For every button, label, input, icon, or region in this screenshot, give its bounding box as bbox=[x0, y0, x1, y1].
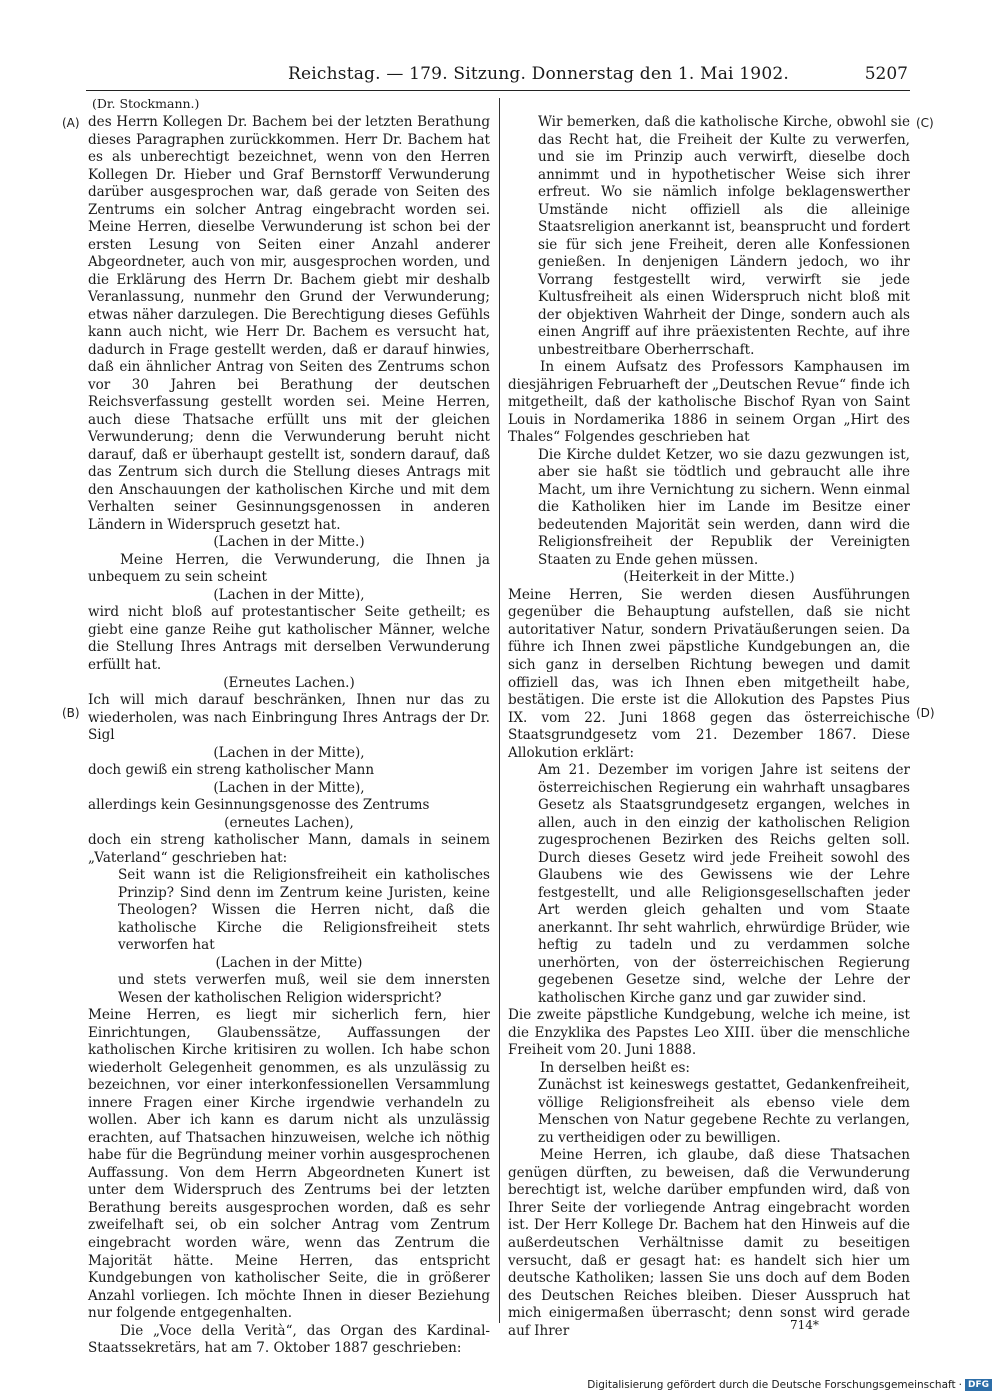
paragraph: In derselben heißt es: bbox=[540, 1059, 690, 1076]
page-header bbox=[88, 64, 908, 88]
footer-text: Digitalisierung gefördert durch die Deutsche Forschungsgemeinschaft bbox=[587, 1379, 956, 1391]
paragraph: Meine Herren, ich glaube, daß diese Thatsachen genügen dürften, zu beweisen, daß die Verwunderung berechtigt ist, welche darüber empfunden wird, daß von Ihrer Seite der vorliegende Antrag eingebracht worden ist. Der Herr Kollege Dr. Bachem hat den Hinweis auf die außerdeutschen Verhältnisse damit zu beseitigen versucht, daß er gesagt hat: es handelt sich hier um deutsche Katholiken; lassen Sie uns doch auf dem Boden des Deutschen Reiches bleiben. Dieser Ausspruch hat mich einigermaßen überrascht; denn sonst wird gerade auf Ihrer bbox=[508, 1147, 910, 1339]
paragraph: Meine Herren, es liegt mir sicherlich fern, hier Einrichtungen, Glaubenssätze, Auffassungen der katholischen Kirche kritisiren zu wollen. Ich habe schon wiederholt Gelegenheit genommen, es als unzulässig zu bezeichnen, vor einer interkonfessionellen Versammlung innere Fragen einer Kirche irgendwie verhandeln zu wollen. Aber ich kann es darum nicht als unzulässig erachten, auf Thatsachen hinzuweisen, welche ich nöthig habe für die Begründung meiner vorhin ausgesprochenen Auffassung. Von dem Herrn Abgeordneten Kunert ist unter dem Widerspruch des Zentrums bei der letzten Berathung bereits ausgesprochen worden, daß es sehr zweifelhaft sei, ob ein solcher Antrag vom Zentrum eingebracht worden wäre, wenn das Zentrum die Majorität hätte. Meine Herren, das entspricht Kundgebungen von katholischer Seite, die in größerer Anzahl vorliegen. Ich möchte Ihnen in dieser Beziehung nur folgende entgegenhalten. bbox=[88, 1007, 490, 1322]
paragraph: Meine Herren, die Verwunderung, die Ihnen ja unbequem zu sein scheint bbox=[88, 551, 490, 586]
margin-mark-d: (D) bbox=[916, 706, 935, 720]
footer-credit bbox=[587, 1379, 992, 1391]
interjection: (Lachen in der Mitte), bbox=[213, 779, 365, 796]
page-number: 5207 bbox=[864, 64, 908, 84]
paragraph: allerdings kein Gesinnungsgenosse des Zentrums bbox=[88, 797, 430, 814]
interjection: (Lachen in der Mitte.) bbox=[213, 534, 365, 551]
dfg-logo-icon: DFG bbox=[965, 1379, 992, 1391]
margin-mark-b: (B) bbox=[62, 706, 80, 720]
paragraph: wird nicht bloß auf protestantischer Seite getheilt; es giebt eine ganze Reihe gut katholischer Männer, welche die Stellung Ihres Antrags mit derselben Verwunderung erfüllt hat. bbox=[88, 604, 490, 673]
interjection: (Heiterkeit in der Mitte.) bbox=[623, 569, 795, 586]
interjection: (Lachen in der Mitte), bbox=[213, 744, 365, 761]
interjection: (erneutes Lachen), bbox=[224, 814, 354, 831]
paragraph: In einem Aufsatz des Professors Kamphausen im diesjährigen Februarheft der „Deutschen Revue“ finde ich mitgetheilt, daß der katholische Bischof Ryan von Saint Louis in Nordamerika 1886 in seinem Organ „Hirt des Thales“ Folgendes geschrieben hat bbox=[508, 359, 910, 446]
block-quote: Seit wann ist die Religionsfreiheit ein katholisches Prinzip? Sind denn im Zentrum keine Juristen, keine Theologen? Wissen die Herren nicht, daß die katholische Kirche die Religionsfreiheit stets verworfen hat bbox=[118, 867, 490, 954]
interjection: (Lachen in der Mitte), bbox=[213, 586, 365, 603]
paragraph: doch gewiß ein streng katholischer Mann bbox=[88, 762, 375, 779]
paragraph: des Herrn Kollegen Dr. Bachem bei der letzten Berathung dieses Paragraphen zurückkommen. Herr Dr. Bachem hat es als unberechtigt bezeichnet, wenn von den Herren Kollegen Dr. Hieber und Graf Bernstorff Verwunderung darüber ausgesprochen war, daß gerade von Seiten des Zentrums ein solcher Antrag eingebracht worden sei. Meine Herren, dieselbe Verwunderung ist schon bei der ersten Lesung von Seiten einer Anzahl anderer Abgeordneter, auch von mir, ausgesprochen worden, und die Erklärung des Herrn Dr. Bachem giebt mir deshalb Veranlassung, nunmehr den Grund der Verwunderung; etwas näher darzulegen. Die Berechtigung dieses Gefühls kann auch nicht, wie Herr Dr. Bachem es versucht hat, dadurch in Frage gestellt werden, daß er darauf hinwies, daß ein ähnlicher Antrag von Seiten des Zentrums schon vor 30 Jahren bei Berathung der deutschen Reichsverfassung gestellt worden sei. Meine Herren, auch diese Thatsache erfüllt uns mit der gleichen Verwunderung; denn die Verwunderung beruht nicht darauf, daß er überhaupt gestellt ist, sondern darauf, daß das Zentrum sich durch die Stellung dieses Antrags mit den Anschauungen der katholischen Kirche und mit dem Verhalten seiner Gesinnungsgenossen in anderen Ländern in Widerspruch gesetzt hat. bbox=[88, 114, 490, 533]
paragraph: Ich will mich darauf beschränken, Ihnen nur das zu wiederholen, was nach Einbringung Ihres Antrags der Dr. Sigl bbox=[88, 692, 490, 744]
left-column bbox=[88, 114, 490, 1358]
block-quote: Wir bemerken, daß die katholische Kirche, obwohl sie das Recht hat, die Freiheit der Kulte zu verwerfen, und sie im Prinzip auch verwirft, dieselbe doch annimmt und in hypothetischer Weise sich ihrer erfreut. Wo sie nämlich infolge beklagenswerther Umstände nicht offiziell als die alleinige Staatsreligion anerkannt ist, beansprucht und fordert sie für sich jene Freiheit, deren alle Konfessionen genießen. In denjenigen Ländern jedoch, wo ihr Vorrang festgestellt wird, verwirft sie jede Kultusfreiheit als einen Widerspruch nicht bloß mit der objektiven Wahrheit der Dinge, sondern auch als einen Angriff auf ihre präexistenten Rechte, auf ihre unbestreitbare Oberherrschaft. bbox=[538, 114, 910, 358]
block-quote: Am 21. Dezember im vorigen Jahre ist seitens der österreichischen Regierung ein wahrhaft unsagbares Gesetz als Staatsgrundgesetz ergangen, welches in allen, auch in den einzig der katholischen Religion zugesprochenen Bezirken des Reichs gelten soll. Durch dieses Gesetz wird jede Freiheit sowohl des Glaubens wie des Gewissens wie der Lehre festgestellt, und alle Religionsgesellschaften jeder Art werden gleich gehalten und vom Staate anerkannt. Ihr seht wahrlich, ehrwürdige Brüder, wie heftig zu tadeln und zu verdammen solche unerhörten, von der österreichischen Regierung gegebenen Gesetze sind, welche der Lehre der katholischen Kirche ganz und gar zuwider sind. bbox=[538, 762, 910, 1006]
running-title: Reichstag. — 179. Sitzung. Donnerstag den 1. Mai 1902. bbox=[288, 64, 789, 84]
margin-mark-a: (A) bbox=[62, 116, 80, 130]
signature-mark: 714* bbox=[790, 1318, 819, 1332]
column-divider bbox=[499, 98, 500, 1323]
right-column bbox=[508, 114, 910, 1340]
block-quote: und stets verwerfen muß, weil sie dem innersten Wesen der katholischen Religion widerspricht? bbox=[118, 972, 490, 1006]
paragraph: Die „Voce della Verità“, das Organ des Kardinal-Staatssekretärs, hat am 7. Oktober 1887 geschrieben: bbox=[88, 1322, 490, 1357]
margin-mark-c: (C) bbox=[916, 116, 934, 130]
paragraph: Die zweite päpstliche Kundgebung, welche ich meine, ist die Enzyklika des Papstes Leo XIII. über die menschliche Freiheit vom 20. Juni 1888. bbox=[508, 1007, 910, 1059]
block-quote: Die Kirche duldet Ketzer, wo sie dazu gezwungen ist, aber sie haßt sie tödtlich und gebraucht alle ihre Macht, um ihre Vernichtung zu sichern. Wenn einmal die Katholiken hier im Lande im Besitze einer bedeutenden Majorität sein werden, dann wird die Religionsfreiheit der Republik der Vereinigten Staaten zu Ende gehen müssen. bbox=[538, 446, 910, 568]
interjection: (Lachen in der Mitte) bbox=[215, 954, 363, 971]
paragraph: doch ein streng katholischer Mann, damals in seinem „Vaterland“ geschrieben hat: bbox=[88, 832, 490, 866]
block-quote: Zunächst ist keineswegs gestattet, Gedankenfreiheit, völlige Religionsfreiheit als ebenso viele dem Menschen von Natur gegebene Rechte zu verlangen, zu vertheidigen oder zu bewilligen. bbox=[538, 1077, 910, 1146]
paragraph: Meine Herren, Sie werden diesen Ausführungen gegenüber die Behauptung aufstellen, daß sie nicht autoritativer Natur, sondern Privatäußerungen seien. Da führe ich Ihnen zwei päpstliche Kundgebungen an, die sich ganz in derselben Richtung bewegen und damit offiziell das, was ich Ihnen eben mitgetheilt habe, bestätigen. Die erste ist die Allokution des Papstes Pius IX. vom 22. Juni 1868 gegen das österreichische Staatsgrundgesetz vom 21. Dezember 1867. Diese Allokution erklärt: bbox=[508, 586, 910, 761]
speaker-label: (Dr. Stockmann.) bbox=[92, 96, 200, 111]
dot-separator-icon: · bbox=[958, 1379, 962, 1391]
header-rule bbox=[86, 90, 910, 91]
interjection: (Erneutes Lachen.) bbox=[223, 674, 355, 691]
